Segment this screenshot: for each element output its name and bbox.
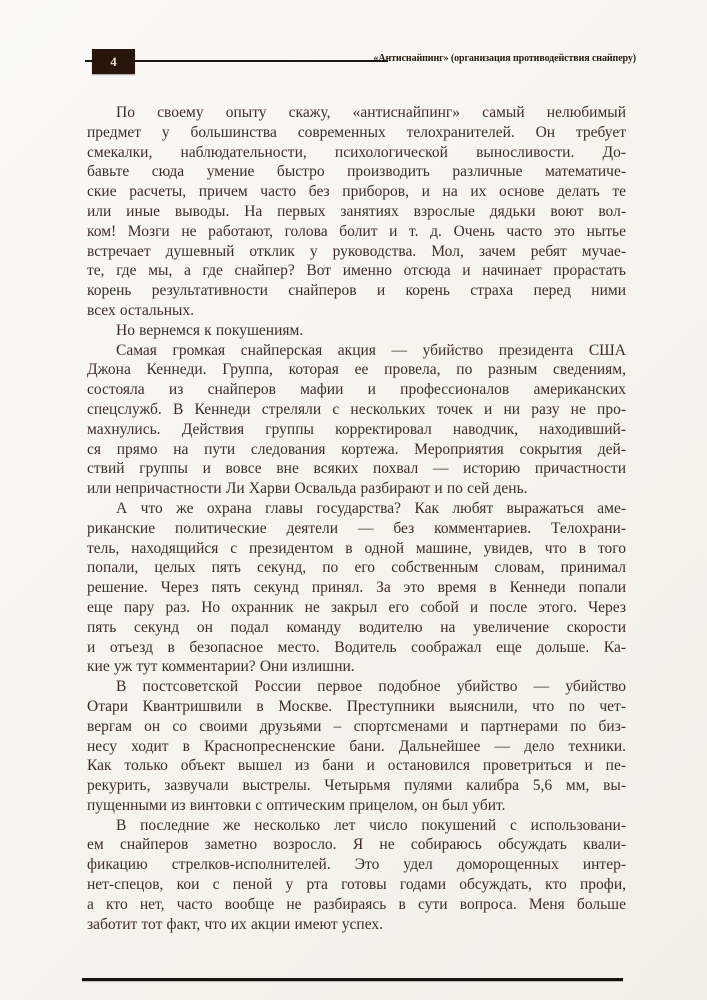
text-line: всех остальных. bbox=[87, 301, 195, 319]
text-line: кие уж тут комментарии? Они излишни. bbox=[87, 658, 355, 676]
paragraph bbox=[87, 321, 626, 341]
text-line: ем снайперов заметно возросло. Я не собираюсь обсуждать квали- bbox=[87, 836, 626, 854]
text-line: В постсоветской России первое подобное убийство — убийство bbox=[116, 678, 626, 696]
paragraph bbox=[87, 103, 626, 321]
text-line: или непричастности Ли Харви Освальда разбирают и по сей день. bbox=[87, 480, 528, 498]
text-line: пять секунд он подал команду водителю на увеличение скорости bbox=[87, 618, 626, 636]
text-line: рекурить, зазвучали выстрелы. Четырьмя пулями калибра 5,6 мм, вы- bbox=[87, 777, 626, 795]
text-line: Джона Кеннеди. Группа, которая ее провела, по разным сведениям, bbox=[87, 361, 626, 379]
paragraph bbox=[87, 341, 626, 499]
text-line: состояла из снайперов мафии и профессионалов американских bbox=[87, 381, 626, 399]
footer-rule bbox=[82, 978, 623, 981]
text-line: или иные выводы. На первых занятиях взрослые дядьки воют вол- bbox=[87, 202, 626, 220]
page-number-box bbox=[92, 49, 135, 74]
text-line: еще пару раз. Но охранник не закрыл его собой и после этого. Через bbox=[87, 598, 626, 616]
text-line: Самая громкая снайперская акция — убийство президента США bbox=[116, 341, 626, 359]
text-line: попали, целых пять секунд, по его собственным словам, принимал bbox=[87, 559, 626, 577]
text-line: встречает душевный отклик у руководства. Мол, зачем ребят мучае- bbox=[87, 242, 626, 260]
text-line: риканские политические деятели — без комментариев. Телохрани- bbox=[87, 519, 626, 537]
text-line: А что же охрана главы государства? Как любят выражаться аме- bbox=[116, 499, 626, 517]
text-line: пущенными из винтовки с оптическим прицелом, он был убит. bbox=[87, 796, 506, 814]
text-line: вергам он со своими друзьями – спортсменами и партнерами по биз- bbox=[87, 717, 626, 735]
text-line: ствий группы и вовсе вне всяких похвал — историю причастности bbox=[87, 460, 626, 478]
page-number: 4 bbox=[110, 53, 117, 69]
text-line: а кто нет, часто вообще не разбираясь в сути вопроса. Меня больше bbox=[87, 895, 626, 913]
text-line: решение. Через пять секунд принял. За это время в Кеннеди попали bbox=[87, 579, 626, 597]
text-line: Как только объект вышел из бани и остановился проветриться и пе- bbox=[87, 757, 626, 775]
text-line: корень результативности снайперов и корень страха перед ними bbox=[87, 282, 626, 300]
text-line: ком! Мозги не работают, голова болит и т. д. Очень часто это нытье bbox=[87, 222, 626, 240]
text-line: спецслужб. В Кеннеди стреляли с нескольких точек и ни разу не про- bbox=[87, 400, 626, 418]
text-line: махнулись. Действия группы корректировал наводчик, находивший- bbox=[87, 420, 626, 438]
text-line: и отъезд в безопасное место. Водитель соображал еще дольше. Ка- bbox=[87, 638, 626, 656]
text-line: ские расчеты, причем часто без приборов, и на их основе делать те bbox=[87, 183, 626, 201]
text-line: В последние же несколько лет число покушений с использовани- bbox=[116, 816, 626, 834]
paragraph bbox=[87, 816, 626, 935]
text-line: бавьте сюда умение быстро производить различные математиче- bbox=[87, 163, 626, 181]
text-line: По своему опыту скажу, «антиснайпинг» самый нелюбимый bbox=[116, 104, 626, 121]
text-line: заботит тот факт, что их акции имеют успех. bbox=[87, 915, 384, 933]
text-line: нет-спецов, кои с пеной у рта готовы годами обсуждать, кто профи, bbox=[87, 876, 626, 894]
paragraph bbox=[87, 677, 626, 816]
body-text bbox=[87, 103, 626, 934]
text-line: Но вернемся к покушениям. bbox=[116, 321, 304, 339]
text-line: смекалки, наблюдательности, психологической выносливости. До- bbox=[87, 143, 626, 161]
text-line: фикацию стрелков-исполнителей. Это удел доморощенных интер- bbox=[87, 856, 626, 874]
text-line: несу ходит в Краснопресненские бани. Дальнейшее — дело техники. bbox=[87, 737, 626, 755]
text-line: тель, находящийся с президентом в одной машине, увидев, что в того bbox=[87, 539, 626, 557]
text-line: те, где мы, а где снайпер? Вот именно отсюда и начинает прорастать bbox=[87, 262, 626, 280]
running-header-title: «Антиснайпинг» (организация противодействия снайперу) bbox=[373, 52, 636, 65]
text-line: ся прямо на пути следования кортежа. Мероприятия сокрытия дей- bbox=[87, 440, 626, 458]
paragraph bbox=[87, 499, 626, 677]
text-line: предмет у большинства современных телохранителей. Он требует bbox=[87, 123, 626, 141]
text-line: Отари Квантришвили в Москве. Преступники выяснили, что по чет- bbox=[87, 697, 626, 715]
